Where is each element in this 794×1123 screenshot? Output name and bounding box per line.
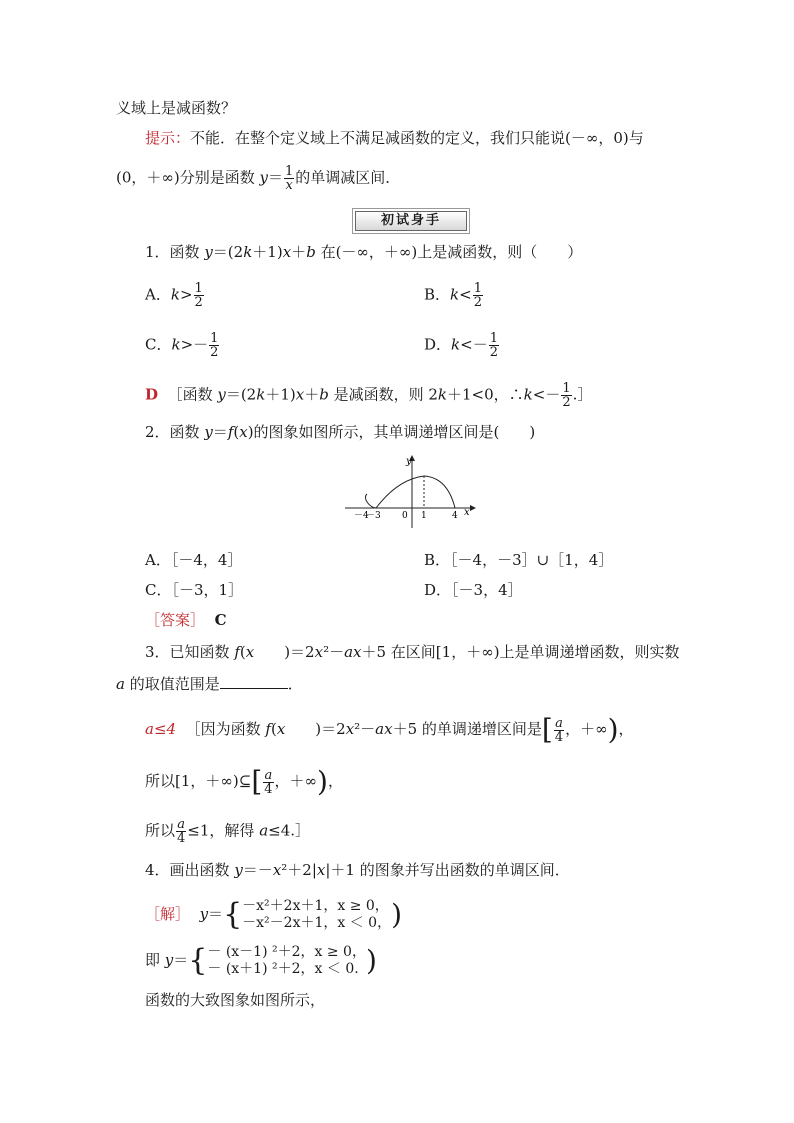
q3-solution-line-2: 所以[1，＋∞)⊆[ $\frac{a}{4}$ ，＋∞)， [145,765,343,798]
y-label: y [406,456,412,467]
q2-option-a: A．［－4，4］ [145,551,243,569]
q3-stem-line-1: 3．已知函数 f(x )＝2x²－ax＋5 在区间[1，＋∞)上是单调递增函数，则实数 [145,643,680,661]
tick-label: 4 [452,511,458,521]
q3-answer: a≤4 [145,720,177,738]
q4-solution-piecewise-2: 即 y＝{ － (x－1) ²＋2，x ≥ 0， － (x＋1) ²＋2，x ＜ 0. ) [145,943,377,978]
q3-stem-line-2: a 的取值范围是 ． [116,675,303,693]
intro-question-end: 义域上是减函数？ [116,99,237,117]
q1-answer: D [145,385,159,404]
q1-option-a: A．k> $\frac{1}{2}$ [145,281,203,310]
tick-label: 0 [402,511,408,521]
q1-solution: D ［函数 y＝(2k＋1)x＋b 是减函数，则 2k＋1<0，∴k<－ $\frac{1}{2}$ .］ [145,381,593,410]
section-banner: 初试身手 [355,211,467,231]
q4-solution-piecewise-1: ［解］ y＝{ －x²＋2x＋1，x ≥ 0， －x²－2x＋1，x ＜ 0， ) [145,897,403,932]
q2-option-d: D．［－3，4］ [424,581,523,599]
function-curve [365,476,455,508]
tick-label: －4 [354,511,369,521]
q4-last-line: 函数的大致图象如图所示， [145,991,326,1009]
q3-solution-line-1: a≤4 ［因为函数 f(x )＝2x²－ax＋5 的单调递增区间是[ $\frac{a}{4}$ ，＋∞)， [145,713,634,746]
x-axis-arrow [470,505,476,511]
q4-stem: 4．画出函数 y＝－x²＋2|x|＋1 的图象并写出函数的单调区间． [145,861,570,879]
answer-blank [220,674,288,689]
q2-option-b: B．［－4，－3］∪［1，4］ [424,551,614,569]
q2-answer: ［答案］ C [145,611,227,629]
hint-label: 提示： [145,129,191,147]
tick-label: 1 [421,511,427,521]
q3-solution-line-3: 所以 $\frac{a}{4}$ ≤1，解得 a≤4.］ [145,817,311,846]
q2-stem: 2．函数 y＝f(x)的图象如图所示，其单调递增区间是( ) [145,423,536,441]
q2-option-c: C．［－3，1］ [145,581,244,599]
q1-option-b: B．k< $\frac{1}{2}$ [424,281,482,310]
x-label: x [464,507,470,518]
q1-option-c: C．k>－ $\frac{1}{2}$ [145,331,219,360]
tick-label: －3 [366,511,381,521]
q1-option-d: D．k<－ $\frac{1}{2}$ [424,331,498,360]
q1-stem: 1．函数 y＝(2k＋1)x＋b 在(－∞，＋∞)上是减函数，则（ ） [145,243,583,261]
hint-line-1: 提示：不能．在整个定义域上不满足减函数的定义，我们只能说(－∞，0)与 [145,129,644,147]
fraction-1-over-x: $\frac{1}{x}$ [285,164,294,193]
hint-line-2: (0，＋∞)分别是函数 y＝ $\frac{1}{x}$ 的单调减区间． [116,164,401,193]
q2-function-graph [340,452,480,532]
